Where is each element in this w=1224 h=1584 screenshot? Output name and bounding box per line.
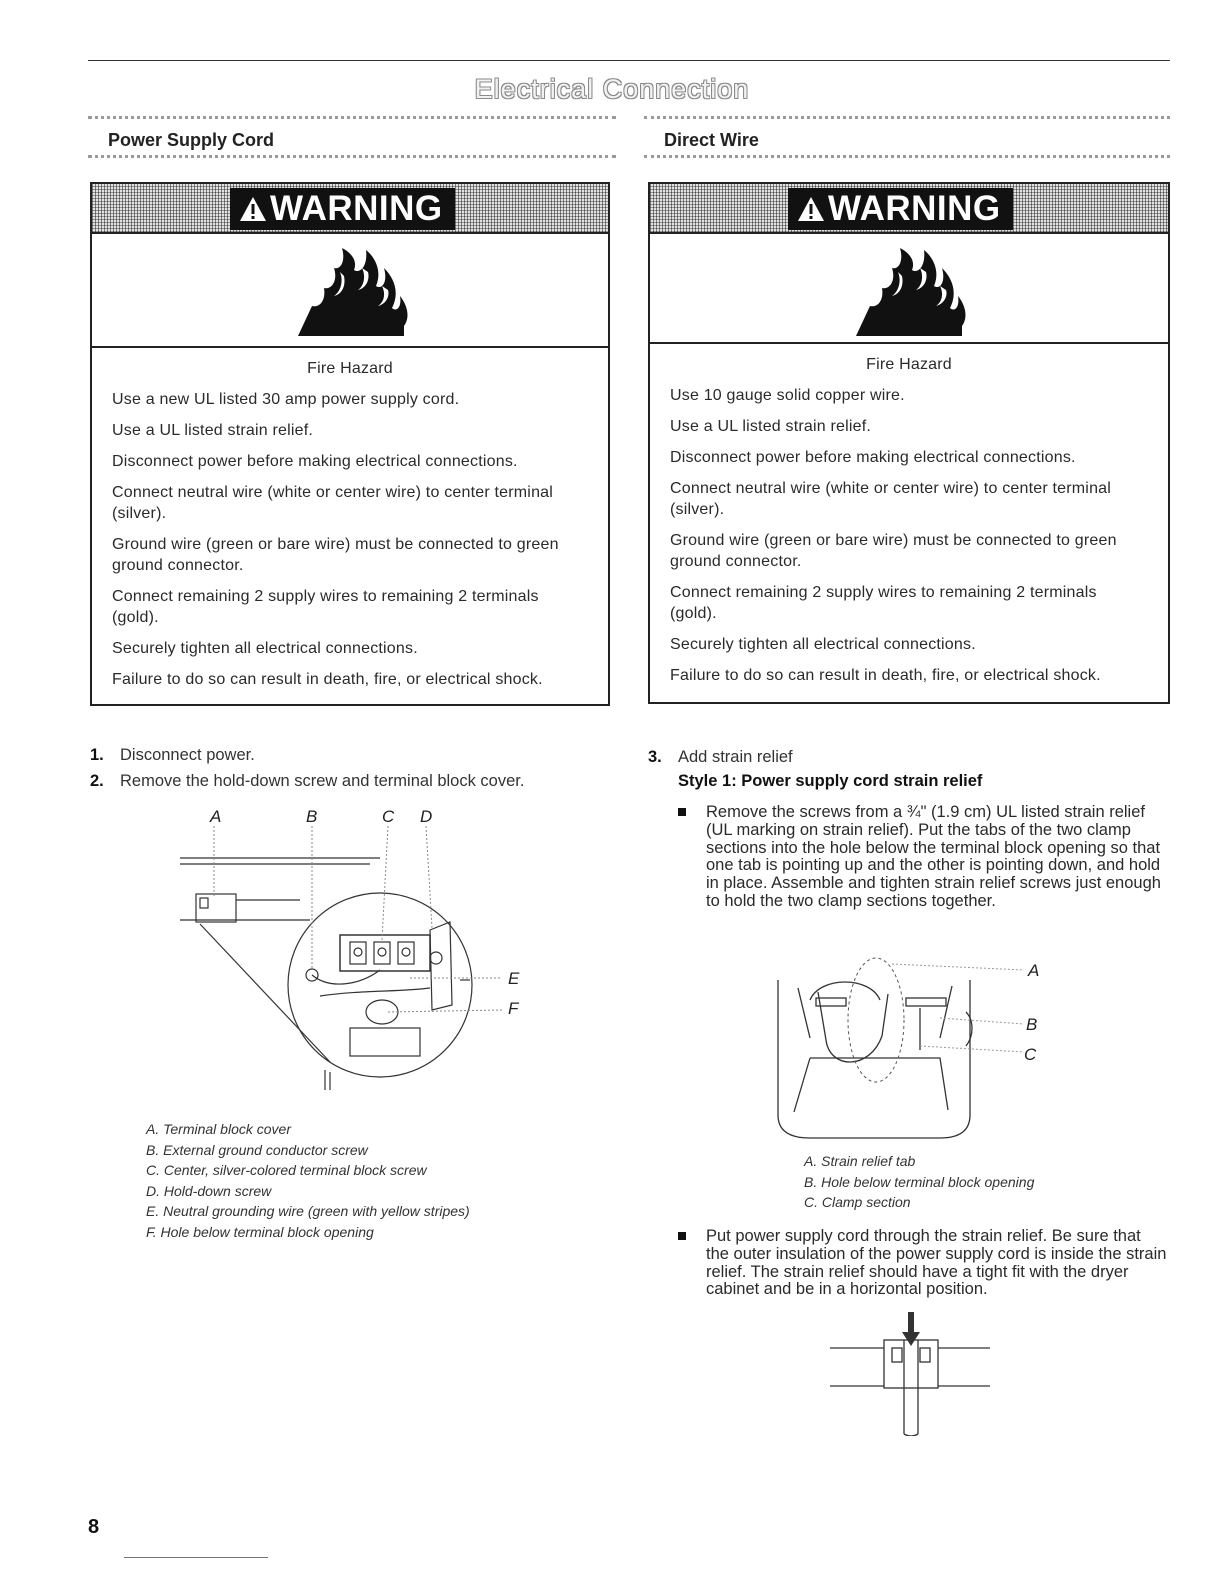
caption-line: F. Hole below terminal block opening bbox=[146, 1223, 374, 1240]
figure-label-d: D bbox=[420, 807, 433, 826]
caption-line: B. External ground conductor screw bbox=[146, 1141, 368, 1158]
figure-label-c: C bbox=[382, 807, 395, 826]
figure-label-c: C bbox=[1024, 1045, 1037, 1064]
caption-line: A. Strain relief tab bbox=[804, 1153, 916, 1169]
warning-line: Use a UL listed strain relief. bbox=[670, 418, 872, 435]
warning-title: WARNING bbox=[230, 188, 455, 230]
warning-line: Securely tighten all electrical connections. bbox=[112, 640, 418, 657]
warning-line: Use a new UL listed 30 amp power supply cord. bbox=[112, 391, 460, 408]
figure-label-f: F bbox=[508, 999, 519, 1018]
fire-icon bbox=[292, 246, 412, 338]
warning-line: Securely tighten all electrical connections. bbox=[670, 636, 976, 653]
cord-strain-relief-figure bbox=[826, 1310, 996, 1436]
bullet-item: Put power supply cord through the strain relief. Be sure that the outer insulation of the power supply cord is inside the strain relief. The strain relief should have a tight fit with the dryer cabinet and be in a horizontal position. bbox=[678, 1228, 1168, 1299]
figure-label-a: A bbox=[210, 807, 222, 826]
footer-rule bbox=[124, 1557, 268, 1558]
warning-line: Failure to do so can result in death, fire, or electrical shock. bbox=[670, 667, 1101, 684]
warning-line: Failure to do so can result in death, fire, or electrical shock. bbox=[112, 671, 543, 688]
warning-box-power-supply-cord bbox=[90, 182, 610, 706]
figure-captions bbox=[146, 1119, 470, 1242]
warning-line: Use a UL listed strain relief. bbox=[112, 422, 314, 439]
caption-line: C. Clamp section bbox=[804, 1194, 911, 1210]
figure-label-b: B bbox=[1026, 1015, 1038, 1034]
warning-line: Disconnect power before making electrical connections. bbox=[112, 453, 518, 470]
section-title: Direct Wire bbox=[664, 130, 759, 150]
warning-triangle-icon bbox=[238, 195, 268, 223]
warning-banner bbox=[92, 184, 608, 234]
figure-label-a: A bbox=[1028, 961, 1040, 980]
warning-title: WARNING bbox=[788, 188, 1013, 230]
hazard-label: Fire Hazard bbox=[307, 360, 393, 377]
steps-list bbox=[648, 746, 1168, 772]
warning-body bbox=[650, 344, 1168, 686]
page-number: 8 bbox=[88, 1516, 100, 1538]
caption-line: D. Hold-down screw bbox=[146, 1182, 272, 1199]
terminal-block-figure bbox=[170, 800, 540, 1100]
caption-line: E. Neutral grounding wire (green with yellow stripes) bbox=[146, 1203, 470, 1219]
bullet-square-icon bbox=[678, 1232, 686, 1240]
warning-line: Ground wire (green or bare wire) must be connected to green ground connector. bbox=[670, 532, 1117, 570]
step-1: 1. Disconnect power. bbox=[90, 746, 255, 764]
caption-line: C. Center, silver-colored terminal block screw bbox=[146, 1162, 427, 1178]
figure-label-e: E bbox=[508, 969, 520, 988]
warning-line: Disconnect power before making electrical connections. bbox=[670, 449, 1076, 466]
steps-list bbox=[90, 744, 610, 796]
fire-icon bbox=[850, 246, 970, 338]
hazard-label: Fire Hazard bbox=[866, 356, 952, 373]
caption-line: B. Hole below terminal block opening bbox=[804, 1173, 1035, 1190]
step-2: 2. Remove the hold-down screw and terminal block cover. bbox=[90, 772, 525, 790]
bullet-square-icon bbox=[678, 808, 686, 816]
warning-box-direct-wire bbox=[648, 182, 1170, 704]
style-1-heading: Style 1: Power supply cord strain relief bbox=[678, 772, 983, 790]
warning-line: Connect remaining 2 supply wires to remaining 2 terminals (gold). bbox=[670, 584, 1097, 622]
caption-line: A. Terminal block cover bbox=[146, 1121, 291, 1137]
warning-line: Connect neutral wire (white or center wire) to center terminal (silver). bbox=[670, 480, 1112, 518]
warning-body bbox=[92, 348, 608, 690]
step-3: 3. Add strain relief bbox=[648, 748, 793, 766]
warning-line: Use 10 gauge solid copper wire. bbox=[670, 387, 905, 404]
warning-pictogram bbox=[92, 234, 608, 348]
warning-line: Connect remaining 2 supply wires to remaining 2 terminals (gold). bbox=[112, 588, 539, 626]
page-title: Electrical Connection bbox=[474, 74, 750, 104]
top-rule bbox=[88, 60, 1170, 61]
figure-label-b: B bbox=[306, 807, 318, 826]
section-title: Power Supply Cord bbox=[108, 130, 275, 150]
warning-pictogram bbox=[650, 234, 1168, 344]
bullet-item: Remove the screws from a ¾" (1.9 cm) UL listed strain relief (UL marking on strain relief). Put the tabs of the two clamp sections into the hole below the terminal block opening so that one tab is pointing up and the other is pointing down, and hold in place. Assemble and tighten strain relief screws just enough to hold the two clamp sections together. bbox=[678, 804, 1168, 911]
strain-relief-figure bbox=[770, 940, 1060, 1140]
warning-banner bbox=[650, 184, 1168, 234]
warning-triangle-icon bbox=[796, 195, 826, 223]
warning-line: Connect neutral wire (white or center wire) to center terminal (silver). bbox=[112, 484, 554, 522]
figure-captions bbox=[804, 1151, 1034, 1213]
section-header-power-supply-cord bbox=[88, 116, 616, 158]
warning-line: Ground wire (green or bare wire) must be connected to green ground connector. bbox=[112, 536, 559, 574]
section-header-direct-wire bbox=[644, 116, 1170, 158]
